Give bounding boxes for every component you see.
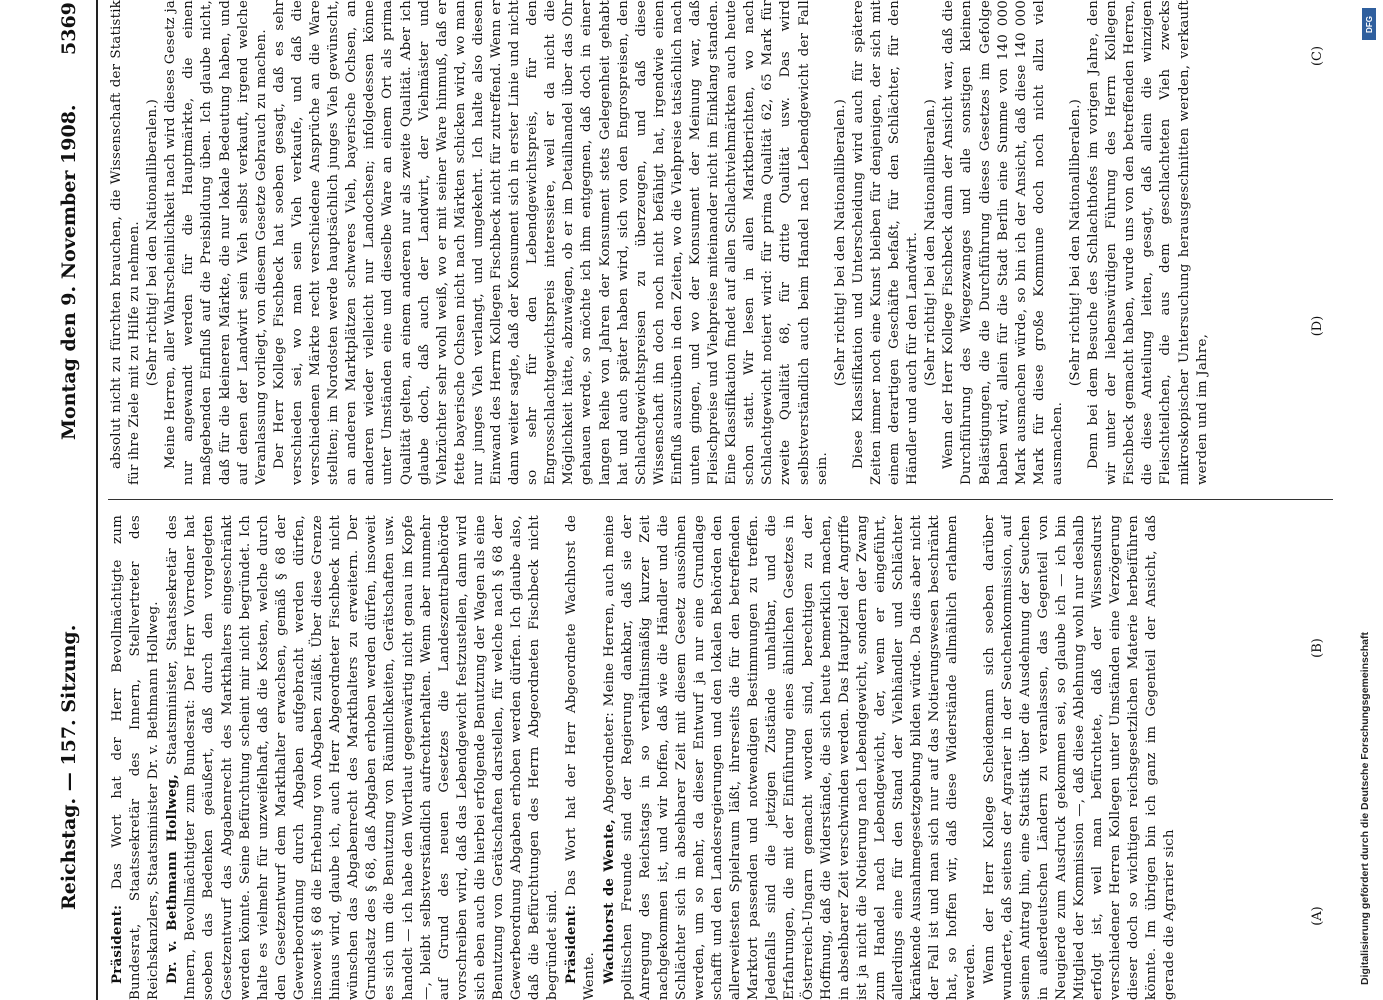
speech-paragraph [162,0,271,485]
header-center: Montag den 9. November 1908. [58,104,80,440]
speech-paragraph [600,515,981,1000]
column-divider [108,499,1333,500]
speech-paragraph [940,0,1067,485]
right-column [108,0,1333,485]
margin-marker-c: (C) [1310,45,1325,67]
speech-text: Diese Klassifikation und Unterscheidung wird auch für spätere Zeiten immer noch eine Kunst bleiben für denjenigen, der sich mit einem derartigen Geschäfte befaßt, für den Schlächter, für den Händler und auch für den Landwirt. [850,0,921,485]
applause-note: (Sehr richtig! bei den Nationalliberalen.) [145,98,161,387]
speech-paragraph [163,515,562,1000]
speech-text: Das Wort hat der Herr Bevollmächtigte zum Bundesrat, Staatssekretär des Innern, Stellvertreter des Reichskanzlers, Staatsminister Dr. v. Bethmann Hollweg. [110,515,162,1000]
header-left: Reichstag. — 157. Sitzung. [58,624,80,910]
speech-text: Das Wort hat der Herr Abgeordnete Wachhorst de Wente. [564,515,598,1000]
speech-paragraph [981,515,1180,1000]
speaker-name: Präsident: [109,904,125,984]
speech-text: Wenn der Herr Kollege Fischbeck dann der Ansicht war, daß die Durchführung des Wiegezwanges und alle sonstigen kleinen Belästigungen, die die Durchführung dieses Gesetzes im Gefolge haben wird, allein für die Stadt Berlin eine Summe von 140 000 Mark ausmachen würde, so bin ich der Ansicht, daß diese 140 000 Mark für diese große Kommune doch noch nicht allzu viel ausmachen. [941,0,1065,485]
speech-text: Denn bei dem Besuche des Schlachthofes im vorigen Jahre, den wir unter der liebenswürdigen Führung des Herrn Kollegen Fischbeck gemacht haben, wurde uns von den betreffenden Herren, die diese Anteilung leiten, gesagt, daß allein die winzigen Fleischteilchen, die aus dem geschlachteten Vieh zwecks mikroskopischer Untersuchung herausgeschnitten werden, verkauft werden und im Jahre, [1086,0,1210,485]
digitization-footer [1355,10,1377,990]
applause-note: (Sehr richtig! bei den Nationalliberalen.) [1067,98,1083,387]
speaker-name: Wachhorst de Wente, [600,818,617,984]
speech-paragraph [1085,0,1212,485]
applause-note: (Sehr richtig! bei den Nationalliberalen.) [832,98,848,387]
dfg-logo-text: DFG [1364,15,1374,33]
margin-marker-d: (D) [1310,315,1325,337]
speech-text: Wenn der Herr Kollege Scheidemann sich soeben darüber wunderte, daß seitens der Agrarier in der Seuchenkommission, auf seinen Antrag hin, eine Statistik über die Ausdehnung der Seuchen in außerdeutschen Ländern zu veranlassen, das Gegenteil von Neugierde zum Ausdruck gekommen sei, so glaube ich — ich bin Mitglied der Kommission —, daß diese Ablehnung wohl nur deshalb erfolgt ist, weil man befürchtete, daß der Wissensdurst verschiedener Herren Kollegen unter Umständen eine Verzögerung dieser doch so wichtigen reichsgesetzlichen Materie herbeiführen könnte. Im übrigen bin ich ganz im Gegenteil der Ansicht, daß gerade die Agrarier sich [981,515,1178,1000]
page-number: 5369 [58,2,80,55]
speech-paragraph [108,0,144,485]
digitization-note: Digitalisierung gefördert durch die Deutsche Forschungsgemeinschaft [1359,632,1371,985]
speech-text: Staatsminister, Staatssekretär des Innern, Bevollmächtigter zum Bundesrat: Der Herr Vorredner hat soeben das Bedenken geäußert, daß durch den vorgelegten Gesetzentwurf das Abgabenrecht des Markthalters eingeschränkt werden könnte. Seine Befürchtung scheint mir nicht begründet. Ich halte es vielmehr für unzweifelhaft, daß die Kosten, welche durch den Gesetzentwurf dem Markthalter erwachsen, gemäß § 68 der Gewerbeordnung durch Abgaben aufgebracht werden dürfen, insoweit § 68 die Erhebung von Abgaben zuläßt. Über diese Grenze hinaus wird, glaube ich, auch Herr Abgeordneter Fischbeck nicht wünschen das Abgabenrecht des Markthalters zu erweitern. Der Grundsatz des § 68, daß Abgaben erhoben werden dürfen, insoweit es sich um die Benutzung von Räumlichkeiten, Gerätschaften usw. handelt — ich habe den Wortlaut gegenwärtig nicht genau im Kopfe —, bleibt selbstverständlich aufrechterhalten. Wenn aber nunmehr auf Grund des neuen Gesetzes die Landeszentralbehörde vorschreiben wird, daß das Lebendgewicht festzustellen, dann wird sich eben auch die hierbei erfolgende Benutzung der Wagen als eine Benutzung von Gerätschaften darstellen, für welche nach § 68 der Gewerbeordnung Abgaben erhoben werden dürfen. Ich glaube also, daß die Befürchtungen des Herrn Abgeordneten Fischbeck nicht begründet sind. [165,515,561,1000]
speaker-name: Dr. v. Bethmann Hollweg, [164,774,181,984]
left-column [108,515,1333,1000]
header-rule [96,0,98,1000]
speech-paragraph [108,515,163,1000]
speaker-name: Präsident: [563,904,580,984]
margin-marker-a: (A) [1310,906,1325,926]
speech-paragraph [850,0,922,485]
page-header [58,0,98,1000]
speech-paragraph [562,515,599,1000]
rotated-page-content [30,0,1340,1000]
speech-paragraph [271,0,832,485]
applause-note: (Sehr richtig! bei den Nationalliberalen.) [923,98,939,387]
speech-text: Abgeordneter: Meine Herren, auch meine politischen Freunde sind der Regierung dankbar, daß sie der Anregung des Reichstags in so verhältnismäßig kurzer Zeit nachgekommen ist, und wir hoffen, daß wie die Händler und die Schlächter sich in absehbarer Zeit mit diesem Gesetz aussöhnen werden, um so mehr, da dieser Entwurf ja nur eine Grundlage schafft und den Landesregierungen und den lokalen Behörden den allerweitesten Spielraum läßt, ihrerseits die für den betreffenden Marktort passenden und notwendigen Bestimmungen zu treffen. Jedenfalls sind die jetzigen Zustände unhaltbar, und die Erfahrungen, die mit der Einführung eines ähnlichen Gesetzes in Österreich-Ungarn gemacht worden sind, berechtigen zu der Hoffnung, daß die Widerstände, die sich heute bemerklich machen, in absehbarer Zeit verschwinden werden. Das Hauptziel der Angriffe ist ja nicht die Notierung nach Lebendgewicht, sondern der Zwang zum Handel nach Lebendgewicht, der, wenn er eingeführt, allerdings eine für den Stand der Viehhändler und Schlächter kränkende Ausnahmegesetzgebung bilden würde. Da dies aber nicht der Fall ist und man sich nur auf das Notierungswesen beschränkt hat, so hoffen wir, daß diese Widerstände allmählich erlahmen werden. [601,515,979,1000]
speech-text: absolut nicht zu fürchten brauchen, die Wissenschaft der Statistik für ihre Ziele mit zu Hilfe zu nehmen. [109,0,143,485]
margin-marker-b: (B) [1310,638,1325,658]
dfg-logo [1362,8,1376,40]
speech-text: Meine Herren, aller Wahrscheinlichkeit nach wird dieses Gesetz ja nur angewandt werden für die Hauptmärkte, die einen maßgebenden Einfluß auf die Preisbildung üben. Ich glaube nicht, daß für die kleineren Märkte, die nur lokale Bedeutung haben, und auf denen der Landwirt sein Vieh selbst verkauft, irgend welche Veranlassung vorliegt, von diesem Gesetze Gebrauch zu machen. [163,0,269,485]
speech-text: Der Herr Kollege Fischbeck hat soeben gesagt, daß es sehr verschieden sei, wo man sein Vieh verkaufe, und daß die verschiedenen Märkte recht verschiedene Ansprüche an die Ware stellten; im Nordosten werde hauptsächlich junges Vieh gewünscht, an anderen Marktplätzen schweres Vieh, bayerische Ochsen, an anderen wieder vielleicht nur Landochsen; infolgedessen könne unter Umständen eine und dieselbe Ware an einem Ort als prima Qualität gelten, an einem anderen nur als zweite Qualität. Aber ich glaube doch, daß auch der Landwirt, der Viehmäster und Viehzüchter sehr wohl weiß, wo er mit seiner Ware hinmuß, daß er fette bayerische Ochsen nicht nach Märkten schicken wird, wo man nur junges Vieh verlangt, und umgekehrt. Ich halte also diesen Einwand des Herrn Kollegen Fischbeck nicht für zutreffend. Wenn er dann weiter sagte, daß der Konsument sich in erster Linie und nicht so sehr für den Lebendgewichtspreis, für den Engrosschlachtgewichtspreis interessiere, weil er da nicht die Möglichkeit hätte, abzuwägen, ob er im Detailhandel über das Ohr gehauen werde, so möchte ich ihm entgegnen, daß doch in einer langen Reihe von Jahren der Konsument stets Gelegenheit gehabt hat und auch später haben wird, sich von den Engrospreisen, den Schlachtgewichtspreisen zu überzeugen, und daß diese Wissenschaft ihn doch noch nicht befähigt hat, irgendwie einen Einfluß auszuüben in den Zeiten, wo die Viehpreise tatsächlich nach unten gingen, und wo der Konsument der Meinung war, daß Fleischpreise und Viehpreise miteinander nicht im Einklang standen. Eine Klassifikation findet auf allen Schlachtviehmärkten auch heute schon statt. Wir lesen in allen Marktberichten, wo nach Schlachtgewicht notiert wird: für prima Qualität 62, 65 Mark für zweite Qualität 68, für dritte Qualität usw. Das wird selbstverständlich auch beim Handel nach Lebendgewicht der Fall sein. [271,0,830,485]
